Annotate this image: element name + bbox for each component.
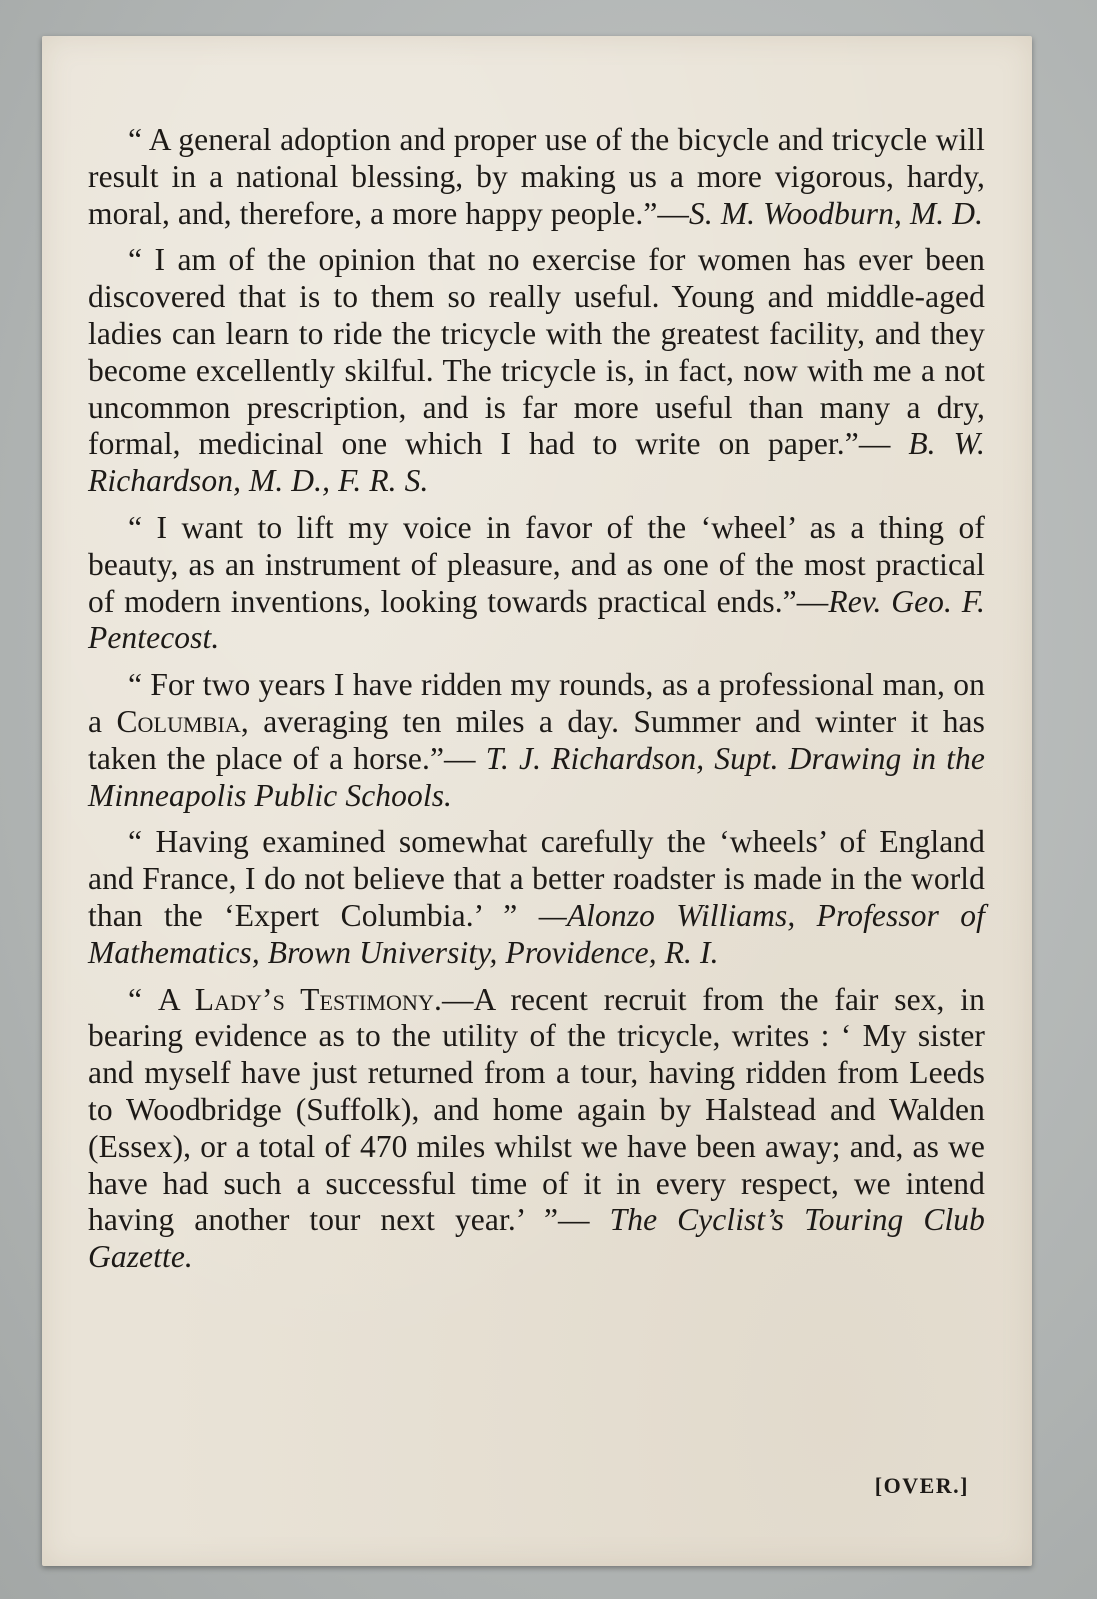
quote-b-w-richardson: [88, 242, 985, 500]
quote-text-before: “: [128, 981, 158, 1017]
quote-author: The Cyclist’s Touring Club Gazette.: [88, 1202, 985, 1275]
quote-text-after: , averaging ten miles a day. Summer and winter it has taken the place of a horse.”—: [88, 703, 985, 776]
quote-author: Rev. Geo. F. Pentecost.: [88, 583, 985, 656]
quote-author: B. W. Richardson, M. D., F. R. S.: [88, 426, 985, 499]
quote-pentecost: [88, 510, 985, 657]
quote-text: “ I want to lift my voice in favor of the ‘wheel’ as a thing of beauty, as an instrument of pleasure, and as one of the most practical of modern inventions, looking towards practical ends.”—: [88, 509, 985, 619]
quote-smallcaps: A Lady’s Testimony: [157, 981, 434, 1017]
quote-ladys-testimony: [88, 982, 985, 1276]
quote-author: S. M. Woodburn, M. D.: [689, 195, 984, 231]
quote-text-after: .—A recent recruit from the fair sex, in bearing evidence as to the utility of the tricycle, writes : ‘ My sister and myself have just returned from a tour, having ridden from Leeds to Woodbridge (Suffolk), and home again by Halstead and Walden (Essex), or a total of 470 miles whilst we have been away; and, as we have had such a successful time of it in every respect, we intend having another tour next year.’ ”—: [88, 981, 985, 1238]
quote-text: “ Having examined somewhat carefully the ‘wheels’ of England and France, I do not believe that a better roadster is made in the world than the ‘Expert Columbia.’ ”: [88, 824, 985, 933]
quote-author: —Alonzo Williams, Professor of Mathematics, Brown University, Providence, R. I.: [88, 897, 985, 970]
quote-williams: [88, 824, 985, 971]
quote-text: “ A general adoption and proper use of the bicycle and tricycle will result in a national blessing, by making us a more vigorous, hardy, moral, and, therefore, a more happy people.”—: [88, 122, 985, 231]
quote-t-j-richardson: [88, 667, 985, 814]
over-label: [OVER.]: [874, 1473, 969, 1498]
quote-author: T. J. Richardson, Supt. Drawing in the Minneapolis Public Schools.: [88, 740, 985, 813]
quote-text-before: “ For two years I have ridden my rounds, as a professional man, on a: [88, 667, 985, 739]
testimonials-text: [88, 122, 985, 1286]
quote-smallcaps: Columbia: [116, 703, 241, 739]
quote-text: “ I am of the opinion that no exercise for women has ever been discovered that is to them so really useful. Young and middle-aged ladies can learn to ride the tricycle with the greatest facility, and they become excellently skilful. The tricycle is, in fact, now with me a not uncommon prescription, and is far more useful than many a dry, formal, medicinal one which I had to write on paper.”—: [88, 242, 985, 462]
quote-woodburn: [88, 122, 985, 232]
